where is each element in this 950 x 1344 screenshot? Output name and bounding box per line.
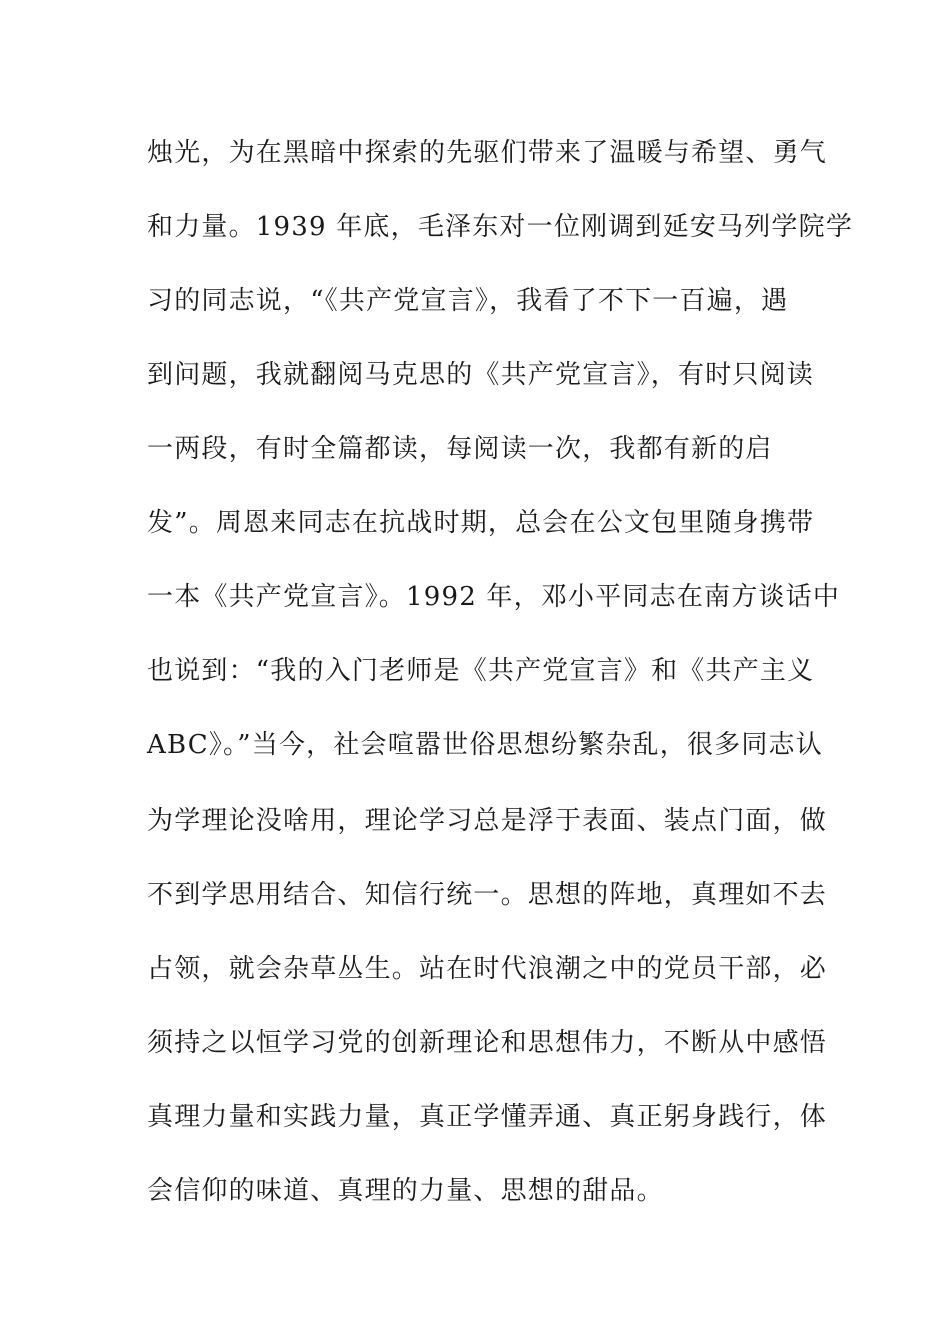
text-line: 和力量。1939 年底，毛泽东对一位刚调到延安马列学院学: [147, 212, 854, 242]
text-line: 会信仰的味道、真理的力量、思想的甜品。: [147, 1176, 664, 1206]
text-line: 为学理论没啥用，理论学习总是浮于表面、装点门面，做: [147, 806, 828, 836]
text-line: 发”。周恩来同志在抗战时期，总会在公文包里随身携带: [147, 508, 815, 538]
text-line: 一本《共产党宣言》。1992 年，邓小平同志在南方谈话中: [147, 582, 841, 612]
text-line: 须持之以恒学习党的创新理论和思想伟力，不断从中感悟: [147, 1028, 828, 1058]
text-line: 不到学思用结合、知信行统一。思想的阵地，真理如不去: [147, 880, 828, 910]
text-line: 占领，就会杂草丛生。站在时代浪潮之中的党员干部，必: [147, 954, 828, 984]
text-line: 习的同志说，“《共产党宣言》，我看了不下一百遍，遇: [147, 286, 789, 316]
text-line: 真理力量和实践力量，真正学懂弄通、真正躬身践行，体: [147, 1102, 828, 1132]
text-line: 也说到：“我的入门老师是《共产党宣言》和《共产主义: [147, 656, 815, 686]
text-line: 到问题，我就翻阅马克思的《共产党宣言》，有时只阅读: [147, 360, 815, 390]
text-line: ABC》。”当今，社会喧嚣世俗思想纷繁杂乱，很多同志认: [147, 730, 823, 760]
text-line: 烛光，为在黑暗中探索的先驱们带来了温暖与希望、勇气: [147, 138, 828, 168]
text-line: 一两段，有时全篇都读，每阅读一次，我都有新的启: [147, 434, 773, 464]
